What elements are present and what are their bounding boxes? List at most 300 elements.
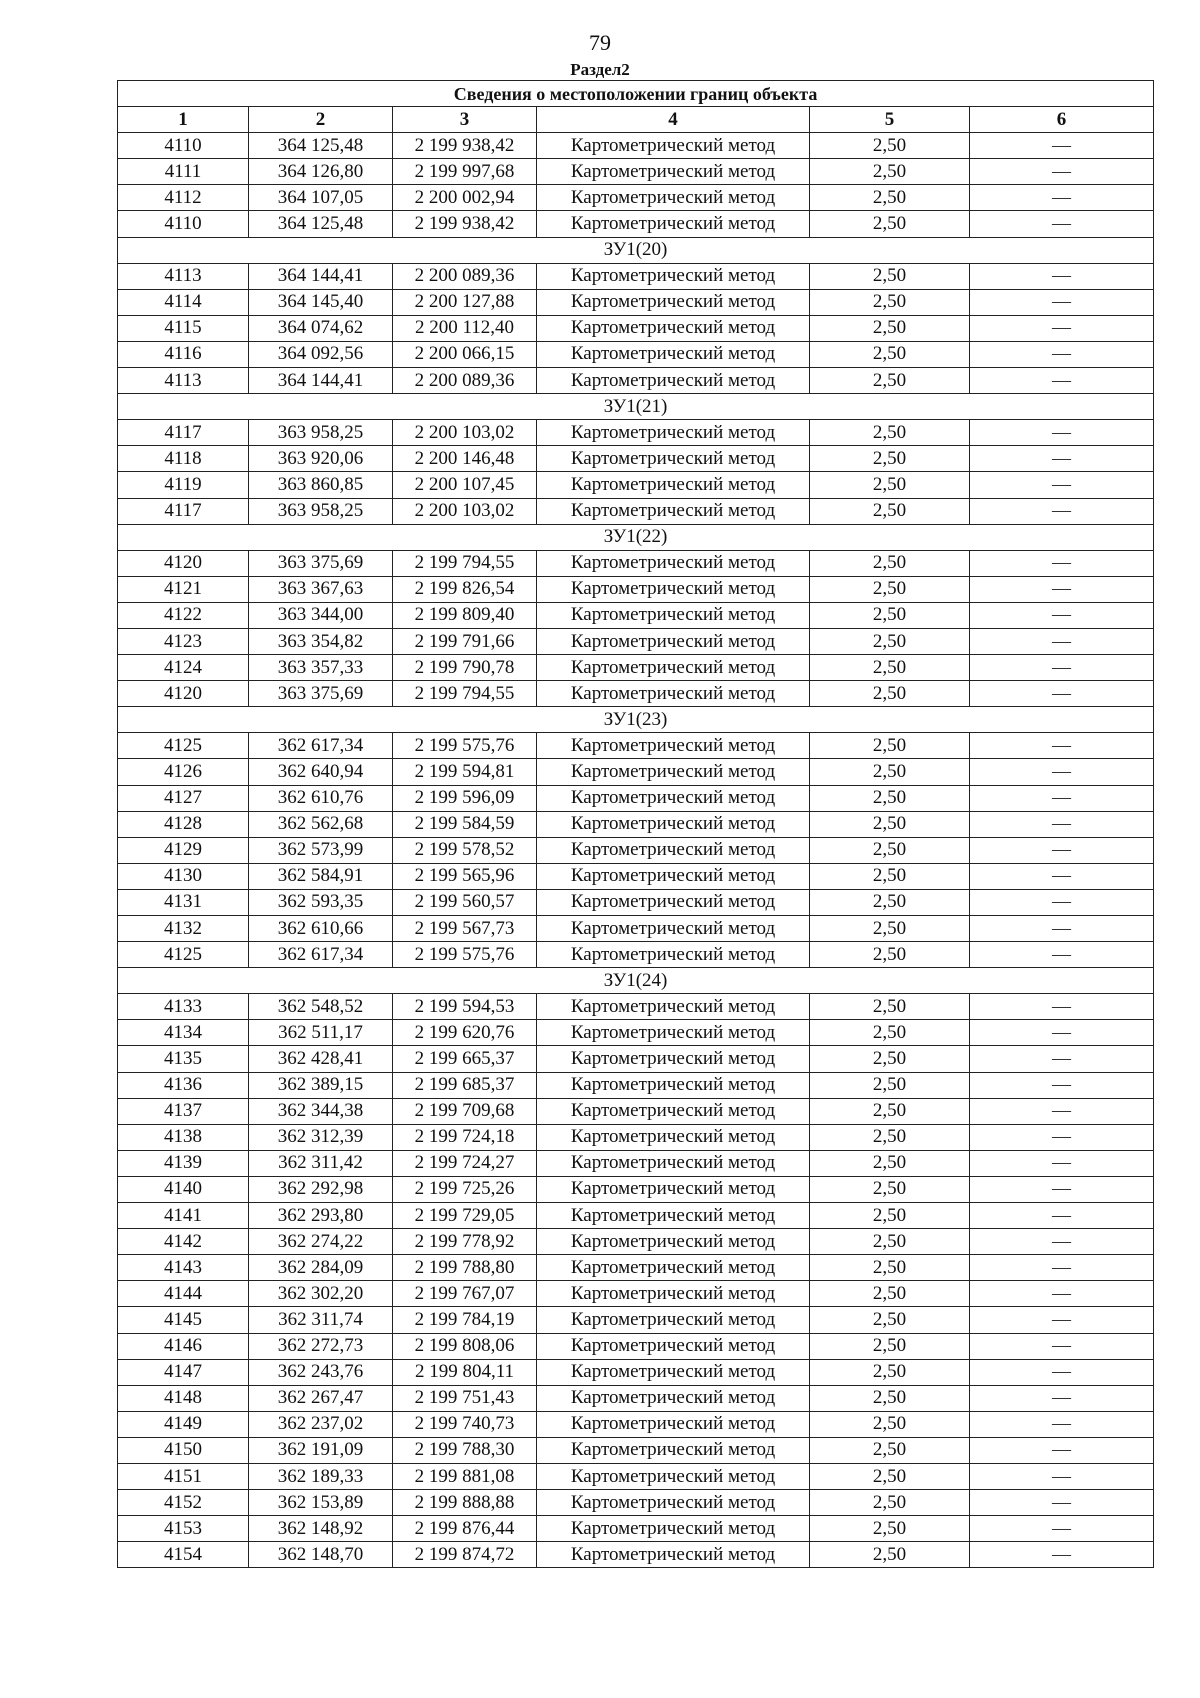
group-header-row <box>118 524 1154 550</box>
point-number-cell: 4138 <box>118 1124 249 1150</box>
accuracy-cell: 2,50 <box>810 1437 970 1463</box>
table-row <box>118 315 1154 341</box>
method-cell: Картометрический метод <box>537 159 810 185</box>
description-cell: — <box>970 1307 1154 1333</box>
y-coordinate-cell: 2 199 791,66 <box>393 628 537 654</box>
accuracy-cell: 2,50 <box>810 368 970 394</box>
table-row <box>118 1203 1154 1229</box>
accuracy-cell: 2,50 <box>810 837 970 863</box>
y-coordinate-cell: 2 199 594,81 <box>393 759 537 785</box>
x-coordinate-cell: 364 144,41 <box>249 263 393 289</box>
x-coordinate-cell: 362 284,09 <box>249 1255 393 1281</box>
x-coordinate-cell: 363 344,00 <box>249 602 393 628</box>
method-cell: Картометрический метод <box>537 811 810 837</box>
x-coordinate-cell: 363 958,25 <box>249 420 393 446</box>
column-header: 6 <box>970 107 1154 133</box>
description-cell: — <box>970 1463 1154 1489</box>
method-cell: Картометрический метод <box>537 498 810 524</box>
method-cell: Картометрический метод <box>537 655 810 681</box>
table-row <box>118 1020 1154 1046</box>
method-cell: Картометрический метод <box>537 368 810 394</box>
method-cell: Картометрический метод <box>537 733 810 759</box>
accuracy-cell: 2,50 <box>810 472 970 498</box>
description-cell: — <box>970 837 1154 863</box>
description-cell: — <box>970 420 1154 446</box>
method-cell: Картометрический метод <box>537 994 810 1020</box>
method-cell: Картометрический метод <box>537 889 810 915</box>
accuracy-cell: 2,50 <box>810 1150 970 1176</box>
x-coordinate-cell: 363 367,63 <box>249 576 393 602</box>
point-number-cell: 4140 <box>118 1176 249 1202</box>
x-coordinate-cell: 362 311,74 <box>249 1307 393 1333</box>
method-cell: Картометрический метод <box>537 446 810 472</box>
y-coordinate-cell: 2 199 784,19 <box>393 1307 537 1333</box>
y-coordinate-cell: 2 199 888,88 <box>393 1490 537 1516</box>
table-row <box>118 1385 1154 1411</box>
point-number-cell: 4115 <box>118 315 249 341</box>
method-cell: Картометрический метод <box>537 942 810 968</box>
method-cell: Картометрический метод <box>537 1333 810 1359</box>
description-cell: — <box>970 315 1154 341</box>
parcel-group-label: ЗУ1(22) <box>118 524 1154 550</box>
description-cell: — <box>970 1333 1154 1359</box>
method-cell: Картометрический метод <box>537 1463 810 1489</box>
table-row <box>118 1124 1154 1150</box>
x-coordinate-cell: 362 389,15 <box>249 1072 393 1098</box>
method-cell: Картометрический метод <box>537 916 810 942</box>
x-coordinate-cell: 362 610,66 <box>249 916 393 942</box>
description-cell: — <box>970 133 1154 159</box>
method-cell: Картометрический метод <box>537 1437 810 1463</box>
column-header: 4 <box>537 107 810 133</box>
accuracy-cell: 2,50 <box>810 1281 970 1307</box>
y-coordinate-cell: 2 199 725,26 <box>393 1176 537 1202</box>
point-number-cell: 4130 <box>118 863 249 889</box>
description-cell: — <box>970 472 1154 498</box>
description-cell: — <box>970 1490 1154 1516</box>
y-coordinate-cell: 2 199 729,05 <box>393 1203 537 1229</box>
description-cell: — <box>970 655 1154 681</box>
description-cell: — <box>970 498 1154 524</box>
point-number-cell: 4126 <box>118 759 249 785</box>
description-cell: — <box>970 889 1154 915</box>
description-cell: — <box>970 159 1154 185</box>
table-title: Сведения о местоположении границ объекта <box>118 81 1154 107</box>
accuracy-cell: 2,50 <box>810 1124 970 1150</box>
table-row <box>118 1229 1154 1255</box>
table-row <box>118 1307 1154 1333</box>
table-row <box>118 733 1154 759</box>
description-cell: — <box>970 263 1154 289</box>
x-coordinate-cell: 362 511,17 <box>249 1020 393 1046</box>
y-coordinate-cell: 2 199 778,92 <box>393 1229 537 1255</box>
point-number-cell: 4149 <box>118 1411 249 1437</box>
point-number-cell: 4132 <box>118 916 249 942</box>
y-coordinate-cell: 2 199 788,80 <box>393 1255 537 1281</box>
x-coordinate-cell: 362 274,22 <box>249 1229 393 1255</box>
x-coordinate-cell: 363 357,33 <box>249 655 393 681</box>
x-coordinate-cell: 362 191,09 <box>249 1437 393 1463</box>
accuracy-cell: 2,50 <box>810 211 970 237</box>
x-coordinate-cell: 363 958,25 <box>249 498 393 524</box>
table-row <box>118 1281 1154 1307</box>
x-coordinate-cell: 364 144,41 <box>249 368 393 394</box>
description-cell: — <box>970 289 1154 315</box>
point-number-cell: 4110 <box>118 133 249 159</box>
parcel-group-label: ЗУ1(24) <box>118 968 1154 994</box>
x-coordinate-cell: 362 267,47 <box>249 1385 393 1411</box>
x-coordinate-cell: 364 107,05 <box>249 185 393 211</box>
x-coordinate-cell: 364 125,48 <box>249 211 393 237</box>
boundary-coordinates-table <box>117 80 1154 1568</box>
accuracy-cell: 2,50 <box>810 263 970 289</box>
table-row <box>118 681 1154 707</box>
accuracy-cell: 2,50 <box>810 1516 970 1542</box>
table-row <box>118 159 1154 185</box>
y-coordinate-cell: 2 199 685,37 <box>393 1072 537 1098</box>
description-cell: — <box>970 733 1154 759</box>
method-cell: Картометрический метод <box>537 1516 810 1542</box>
point-number-cell: 4154 <box>118 1542 249 1568</box>
description-cell: — <box>970 1124 1154 1150</box>
point-number-cell: 4113 <box>118 368 249 394</box>
y-coordinate-cell: 2 199 826,54 <box>393 576 537 602</box>
description-cell: — <box>970 1411 1154 1437</box>
table-row <box>118 942 1154 968</box>
description-cell: — <box>970 1046 1154 1072</box>
x-coordinate-cell: 362 640,94 <box>249 759 393 785</box>
method-cell: Картометрический метод <box>537 863 810 889</box>
point-number-cell: 4129 <box>118 837 249 863</box>
table-row <box>118 1490 1154 1516</box>
point-number-cell: 4145 <box>118 1307 249 1333</box>
description-cell: — <box>970 1385 1154 1411</box>
table-row <box>118 498 1154 524</box>
point-number-cell: 4134 <box>118 1020 249 1046</box>
x-coordinate-cell: 362 237,02 <box>249 1411 393 1437</box>
table-row <box>118 863 1154 889</box>
accuracy-cell: 2,50 <box>810 1333 970 1359</box>
y-coordinate-cell: 2 200 103,02 <box>393 498 537 524</box>
table-row <box>118 263 1154 289</box>
x-coordinate-cell: 364 126,80 <box>249 159 393 185</box>
table-row <box>118 1463 1154 1489</box>
method-cell: Картометрический метод <box>537 263 810 289</box>
description-cell: — <box>970 811 1154 837</box>
point-number-cell: 4150 <box>118 1437 249 1463</box>
method-cell: Картометрический метод <box>537 550 810 576</box>
y-coordinate-cell: 2 199 938,42 <box>393 133 537 159</box>
method-cell: Картометрический метод <box>537 602 810 628</box>
x-coordinate-cell: 362 428,41 <box>249 1046 393 1072</box>
y-coordinate-cell: 2 199 767,07 <box>393 1281 537 1307</box>
accuracy-cell: 2,50 <box>810 733 970 759</box>
table-row <box>118 1359 1154 1385</box>
accuracy-cell: 2,50 <box>810 1385 970 1411</box>
point-number-cell: 4122 <box>118 602 249 628</box>
y-coordinate-cell: 2 199 567,73 <box>393 916 537 942</box>
y-coordinate-cell: 2 200 112,40 <box>393 315 537 341</box>
x-coordinate-cell: 362 584,91 <box>249 863 393 889</box>
method-cell: Картометрический метод <box>537 1281 810 1307</box>
method-cell: Картометрический метод <box>537 837 810 863</box>
x-coordinate-cell: 362 189,33 <box>249 1463 393 1489</box>
point-number-cell: 4148 <box>118 1385 249 1411</box>
accuracy-cell: 2,50 <box>810 942 970 968</box>
method-cell: Картометрический метод <box>537 576 810 602</box>
x-coordinate-cell: 362 272,73 <box>249 1333 393 1359</box>
table-row <box>118 837 1154 863</box>
x-coordinate-cell: 362 312,39 <box>249 1124 393 1150</box>
table-row <box>118 550 1154 576</box>
accuracy-cell: 2,50 <box>810 1463 970 1489</box>
method-cell: Картометрический метод <box>537 185 810 211</box>
method-cell: Картометрический метод <box>537 1124 810 1150</box>
point-number-cell: 4120 <box>118 550 249 576</box>
x-coordinate-cell: 364 145,40 <box>249 289 393 315</box>
y-coordinate-cell: 2 200 127,88 <box>393 289 537 315</box>
method-cell: Картометрический метод <box>537 341 810 367</box>
x-coordinate-cell: 362 617,34 <box>249 942 393 968</box>
point-number-cell: 4127 <box>118 785 249 811</box>
group-header-row <box>118 707 1154 733</box>
table-row <box>118 628 1154 654</box>
y-coordinate-cell: 2 199 808,06 <box>393 1333 537 1359</box>
y-coordinate-cell: 2 200 002,94 <box>393 185 537 211</box>
y-coordinate-cell: 2 200 089,36 <box>393 263 537 289</box>
method-cell: Картометрический метод <box>537 1176 810 1202</box>
table-row <box>118 446 1154 472</box>
table-row <box>118 916 1154 942</box>
point-number-cell: 4143 <box>118 1255 249 1281</box>
column-header: 5 <box>810 107 970 133</box>
point-number-cell: 4133 <box>118 994 249 1020</box>
table-row <box>118 785 1154 811</box>
table-row <box>118 289 1154 315</box>
description-cell: — <box>970 1098 1154 1124</box>
point-number-cell: 4110 <box>118 211 249 237</box>
y-coordinate-cell: 2 199 724,18 <box>393 1124 537 1150</box>
accuracy-cell: 2,50 <box>810 289 970 315</box>
parcel-group-label: ЗУ1(23) <box>118 707 1154 733</box>
table-row <box>118 1333 1154 1359</box>
y-coordinate-cell: 2 199 938,42 <box>393 211 537 237</box>
description-cell: — <box>970 1020 1154 1046</box>
method-cell: Картометрический метод <box>537 1098 810 1124</box>
y-coordinate-cell: 2 199 881,08 <box>393 1463 537 1489</box>
column-header: 1 <box>118 107 249 133</box>
x-coordinate-cell: 362 610,76 <box>249 785 393 811</box>
y-coordinate-cell: 2 199 809,40 <box>393 602 537 628</box>
y-coordinate-cell: 2 199 565,96 <box>393 863 537 889</box>
point-number-cell: 4120 <box>118 681 249 707</box>
parcel-group-label: ЗУ1(20) <box>118 237 1154 263</box>
description-cell: — <box>970 550 1154 576</box>
method-cell: Картометрический метод <box>537 289 810 315</box>
point-number-cell: 4113 <box>118 263 249 289</box>
method-cell: Картометрический метод <box>537 1150 810 1176</box>
x-coordinate-cell: 362 344,38 <box>249 1098 393 1124</box>
point-number-cell: 4135 <box>118 1046 249 1072</box>
accuracy-cell: 2,50 <box>810 1176 970 1202</box>
point-number-cell: 4121 <box>118 576 249 602</box>
x-coordinate-cell: 362 153,89 <box>249 1490 393 1516</box>
x-coordinate-cell: 362 593,35 <box>249 889 393 915</box>
accuracy-cell: 2,50 <box>810 1229 970 1255</box>
accuracy-cell: 2,50 <box>810 133 970 159</box>
accuracy-cell: 2,50 <box>810 889 970 915</box>
description-cell: — <box>970 994 1154 1020</box>
accuracy-cell: 2,50 <box>810 315 970 341</box>
point-number-cell: 4131 <box>118 889 249 915</box>
accuracy-cell: 2,50 <box>810 550 970 576</box>
y-coordinate-cell: 2 199 620,76 <box>393 1020 537 1046</box>
table-row <box>118 1046 1154 1072</box>
description-cell: — <box>970 785 1154 811</box>
y-coordinate-cell: 2 199 751,43 <box>393 1385 537 1411</box>
accuracy-cell: 2,50 <box>810 785 970 811</box>
accuracy-cell: 2,50 <box>810 628 970 654</box>
accuracy-cell: 2,50 <box>810 446 970 472</box>
point-number-cell: 4136 <box>118 1072 249 1098</box>
description-cell: — <box>970 1437 1154 1463</box>
section-label: Раздел2 <box>570 60 630 79</box>
accuracy-cell: 2,50 <box>810 916 970 942</box>
table-row <box>118 1072 1154 1098</box>
accuracy-cell: 2,50 <box>810 498 970 524</box>
accuracy-cell: 2,50 <box>810 759 970 785</box>
method-cell: Картометрический метод <box>537 681 810 707</box>
accuracy-cell: 2,50 <box>810 341 970 367</box>
column-number-row <box>118 107 1154 133</box>
method-cell: Картометрический метод <box>537 759 810 785</box>
y-coordinate-cell: 2 199 874,72 <box>393 1542 537 1568</box>
accuracy-cell: 2,50 <box>810 1046 970 1072</box>
table-row <box>118 811 1154 837</box>
x-coordinate-cell: 362 243,76 <box>249 1359 393 1385</box>
description-cell: — <box>970 211 1154 237</box>
accuracy-cell: 2,50 <box>810 1255 970 1281</box>
x-coordinate-cell: 363 375,69 <box>249 681 393 707</box>
description-cell: — <box>970 1150 1154 1176</box>
method-cell: Картометрический метод <box>537 1307 810 1333</box>
table-row <box>118 1098 1154 1124</box>
x-coordinate-cell: 363 920,06 <box>249 446 393 472</box>
x-coordinate-cell: 363 860,85 <box>249 472 393 498</box>
method-cell: Картометрический метод <box>537 1072 810 1098</box>
method-cell: Картометрический метод <box>537 1490 810 1516</box>
accuracy-cell: 2,50 <box>810 863 970 889</box>
group-header-row <box>118 237 1154 263</box>
point-number-cell: 4119 <box>118 472 249 498</box>
y-coordinate-cell: 2 199 575,76 <box>393 942 537 968</box>
accuracy-cell: 2,50 <box>810 1203 970 1229</box>
y-coordinate-cell: 2 199 740,73 <box>393 1411 537 1437</box>
point-number-cell: 4117 <box>118 420 249 446</box>
method-cell: Картометрический метод <box>537 785 810 811</box>
accuracy-cell: 2,50 <box>810 576 970 602</box>
y-coordinate-cell: 2 199 584,59 <box>393 811 537 837</box>
description-cell: — <box>970 368 1154 394</box>
description-cell: — <box>970 759 1154 785</box>
y-coordinate-cell: 2 199 724,27 <box>393 1150 537 1176</box>
point-number-cell: 4137 <box>118 1098 249 1124</box>
point-number-cell: 4151 <box>118 1463 249 1489</box>
point-number-cell: 4112 <box>118 185 249 211</box>
table-row <box>118 1150 1154 1176</box>
table-body <box>118 133 1154 1568</box>
x-coordinate-cell: 364 092,56 <box>249 341 393 367</box>
table-row <box>118 133 1154 159</box>
accuracy-cell: 2,50 <box>810 1072 970 1098</box>
point-number-cell: 4141 <box>118 1203 249 1229</box>
accuracy-cell: 2,50 <box>810 1359 970 1385</box>
point-number-cell: 4153 <box>118 1516 249 1542</box>
y-coordinate-cell: 2 200 103,02 <box>393 420 537 446</box>
page-number: 79 <box>589 30 611 55</box>
point-number-cell: 4152 <box>118 1490 249 1516</box>
accuracy-cell: 2,50 <box>810 681 970 707</box>
point-number-cell: 4116 <box>118 341 249 367</box>
description-cell: — <box>970 863 1154 889</box>
description-cell: — <box>970 446 1154 472</box>
x-coordinate-cell: 362 302,20 <box>249 1281 393 1307</box>
description-cell: — <box>970 341 1154 367</box>
description-cell: — <box>970 1359 1154 1385</box>
y-coordinate-cell: 2 199 804,11 <box>393 1359 537 1385</box>
point-number-cell: 4111 <box>118 159 249 185</box>
point-number-cell: 4125 <box>118 733 249 759</box>
accuracy-cell: 2,50 <box>810 1490 970 1516</box>
table-row <box>118 889 1154 915</box>
description-cell: — <box>970 1229 1154 1255</box>
point-number-cell: 4144 <box>118 1281 249 1307</box>
table-row <box>118 472 1154 498</box>
point-number-cell: 4118 <box>118 446 249 472</box>
point-number-cell: 4146 <box>118 1333 249 1359</box>
x-coordinate-cell: 363 375,69 <box>249 550 393 576</box>
y-coordinate-cell: 2 199 594,53 <box>393 994 537 1020</box>
method-cell: Картометрический метод <box>537 1359 810 1385</box>
accuracy-cell: 2,50 <box>810 811 970 837</box>
y-coordinate-cell: 2 199 578,52 <box>393 837 537 863</box>
table-row <box>118 368 1154 394</box>
description-cell: — <box>970 1072 1154 1098</box>
table-row <box>118 1437 1154 1463</box>
table-row <box>118 1176 1154 1202</box>
description-cell: — <box>970 681 1154 707</box>
method-cell: Картометрический метод <box>537 1255 810 1281</box>
column-header: 2 <box>249 107 393 133</box>
description-cell: — <box>970 916 1154 942</box>
method-cell: Картометрический метод <box>537 1046 810 1072</box>
y-coordinate-cell: 2 200 146,48 <box>393 446 537 472</box>
point-number-cell: 4128 <box>118 811 249 837</box>
accuracy-cell: 2,50 <box>810 1542 970 1568</box>
method-cell: Картометрический метод <box>537 1020 810 1046</box>
x-coordinate-cell: 362 311,42 <box>249 1150 393 1176</box>
table-row <box>118 1411 1154 1437</box>
x-coordinate-cell: 362 292,98 <box>249 1176 393 1202</box>
accuracy-cell: 2,50 <box>810 185 970 211</box>
x-coordinate-cell: 362 617,34 <box>249 733 393 759</box>
x-coordinate-cell: 364 074,62 <box>249 315 393 341</box>
parcel-group-label: ЗУ1(21) <box>118 394 1154 420</box>
method-cell: Картометрический метод <box>537 628 810 654</box>
method-cell: Картометрический метод <box>537 133 810 159</box>
x-coordinate-cell: 362 148,92 <box>249 1516 393 1542</box>
table-row <box>118 576 1154 602</box>
